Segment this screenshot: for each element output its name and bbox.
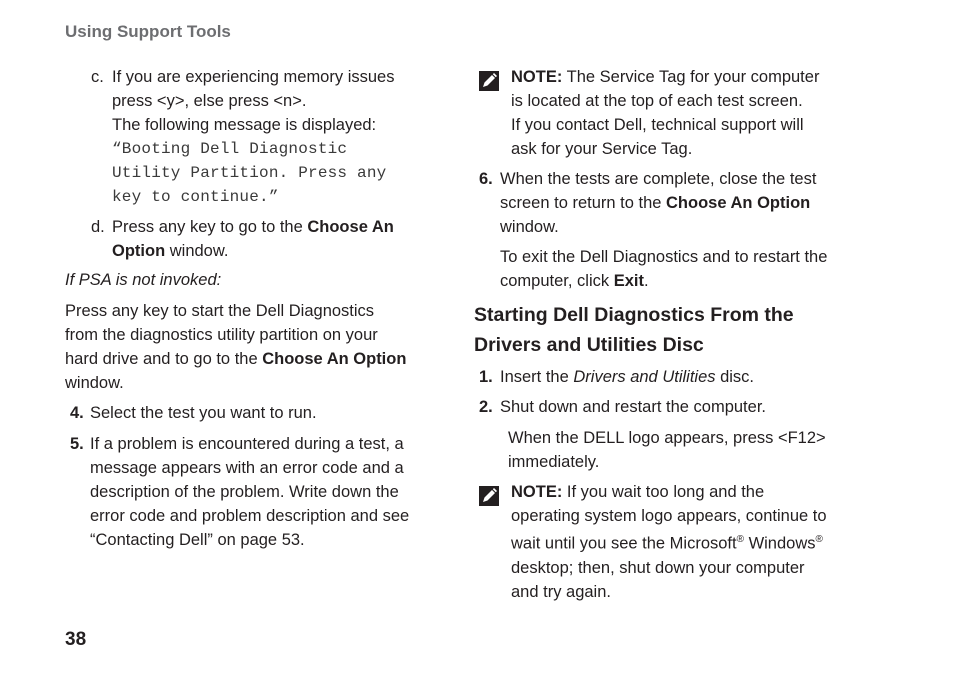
psa-text: hard drive and to go to the [65, 350, 263, 368]
note-line: ask for your Service Tag. [511, 140, 693, 158]
step-6-text: screen to return to the [500, 194, 667, 212]
step-1-line [500, 365, 874, 389]
section-heading-line: Starting Dell Diagnostics From the [474, 304, 794, 326]
step-d-label: d. [91, 218, 105, 236]
step-6-number: 6. [479, 170, 493, 188]
step-d-line [112, 215, 450, 239]
step-6-line: To exit the Dell Diagnostics and to restart the [500, 248, 828, 266]
boot-message: key to continue.” [112, 188, 279, 206]
step-6-text: . [643, 272, 649, 290]
step-5-number: 5. [70, 435, 84, 453]
step-4-text: Select the test you want to run. [90, 404, 317, 422]
note-line: operating system logo appears, continue to [511, 507, 827, 525]
step-5 [65, 432, 450, 552]
step-c-line: If you are experiencing memory issues [112, 68, 395, 86]
step-5-line: message appears with an error code and a [90, 459, 404, 477]
boot-message: Utility Partition. Press any [112, 164, 387, 182]
step-6-text: computer, click [500, 272, 614, 290]
step-5-line: description of the problem. Write down the [90, 483, 399, 501]
left-column [65, 65, 450, 552]
step-1-text: disc. [715, 368, 755, 386]
note-line: and try again. [511, 582, 611, 601]
step-d-text: window. [165, 242, 229, 260]
section-heading-line: Drivers and Utilities Disc [474, 334, 704, 356]
step-d-line [112, 239, 450, 263]
step-2-number: 2. [479, 398, 493, 416]
psa-line: from the diagnostics utility partition on your [65, 326, 378, 344]
note-line: desktop; then, shut down your computer [511, 558, 805, 577]
step-6-line: When the tests are complete, close the test [500, 170, 817, 188]
registered-mark: ® [736, 534, 744, 545]
exit-term: Exit [613, 272, 644, 290]
step-5-line: “Contacting Dell” on page 53. [90, 531, 305, 549]
drivers-and-utilities-term: Drivers and Utilities [573, 368, 716, 386]
note-pencil-icon [479, 486, 499, 506]
psa-line [65, 347, 450, 371]
note-line: is located at the top of each test screen. [511, 92, 803, 110]
step-6-line: window. [500, 218, 559, 236]
note-text: The Service Tag for your computer [562, 68, 820, 86]
step-2-text: Shut down and restart the computer. [500, 398, 766, 416]
step-4-number: 4. [70, 404, 84, 422]
note-pencil-icon [479, 71, 499, 91]
right-column [474, 65, 874, 604]
step-c-line: press <y>, else press <n>. [112, 92, 307, 110]
step-1-text: Insert the [500, 368, 574, 386]
step-2 [474, 395, 874, 474]
choose-an-option-term: Choose An Option [262, 350, 407, 368]
note-text: If you wait too long and the [562, 483, 765, 501]
psa-subheading: If PSA is not invoked: [65, 271, 222, 289]
note-label: NOTE: [511, 483, 563, 501]
step-d [65, 215, 450, 263]
registered-mark: ® [815, 534, 823, 545]
step-1 [474, 365, 874, 389]
running-header: Using Support Tools [65, 22, 231, 41]
step-5-line: If a problem is encountered during a test, a [90, 435, 404, 453]
note-line [511, 65, 874, 89]
step-6 [474, 167, 874, 293]
step-d-text: Press any key to go to the [112, 218, 308, 236]
psa-line: window. [65, 374, 124, 392]
step-4 [65, 401, 450, 425]
step-1-number: 1. [479, 368, 493, 386]
step-6-line [500, 269, 874, 293]
step-2-sub: When the DELL logo appears, press <F12> [508, 429, 826, 447]
note-line: If you contact Dell, technical support will [511, 116, 804, 134]
psa-line: Press any key to start the Dell Diagnostics [65, 302, 375, 320]
step-2-sub: immediately. [508, 453, 600, 471]
note-line [511, 480, 874, 504]
psa-paragraph [65, 299, 450, 395]
step-c [65, 65, 450, 209]
choose-an-option-term: Choose An [307, 218, 394, 236]
step-6-line [500, 191, 874, 215]
step-c-label: c. [91, 68, 104, 86]
note-service-tag [474, 65, 874, 161]
choose-an-option-term: Choose An Option [666, 194, 811, 212]
note-text: wait until you see the Microsoft [511, 534, 737, 553]
step-c-line: The following message is displayed: [112, 116, 377, 134]
boot-message: “Booting Dell Diagnostic [112, 140, 348, 158]
note-text: Windows [743, 534, 816, 553]
section-heading [474, 300, 874, 360]
note-line [511, 528, 874, 556]
note-wait-too-long [474, 480, 874, 604]
step-5-line: error code and problem description and see [90, 507, 410, 525]
page-number: 38 [65, 629, 87, 650]
choose-an-option-term: Option [112, 242, 166, 260]
note-label: NOTE: [511, 68, 563, 86]
